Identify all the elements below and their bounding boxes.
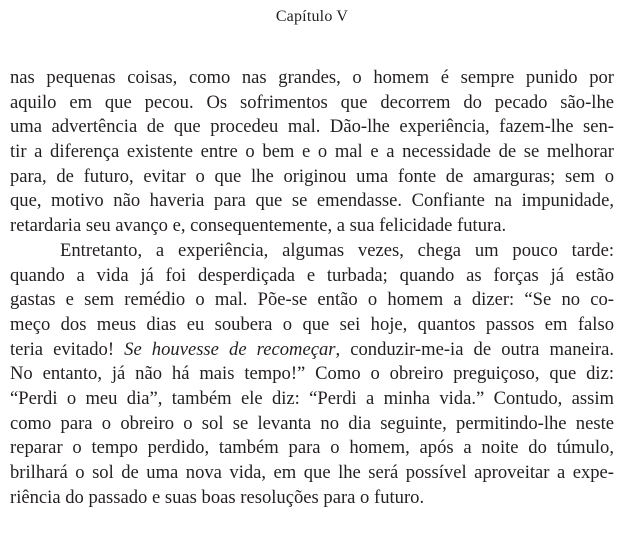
text-line bbox=[10, 165, 614, 190]
text-segment: para, de futuro, evitar o que lhe originou uma fonte de amarguras; sem o bbox=[10, 165, 614, 187]
text-segment: meço dos meus dias eu soubera o que sei hoje, quantos passos em falso bbox=[10, 313, 614, 335]
text-line bbox=[10, 387, 614, 412]
text-line bbox=[10, 115, 614, 140]
paragraph bbox=[10, 239, 614, 511]
text-segment: brilhará o sol de uma nova vida, em que lhe será possível aproveitar a expe- bbox=[10, 462, 614, 483]
text-segment: teria evitado! bbox=[10, 338, 125, 360]
text-segment: gastas e sem remédio o mal. Põe-se então o homem a dizer: “Se no co- bbox=[10, 289, 614, 311]
text-segment: nas pequenas coisas, como nas grandes, o homem é sempre punido por bbox=[10, 67, 614, 88]
text-segment: reparar o tempo perdido, também para o homem, após a noite do túmulo, bbox=[10, 437, 614, 459]
text-segment: No entanto, já não há mais tempo!” Como o obreiro preguiçoso, que diz: bbox=[10, 363, 614, 385]
text-line bbox=[10, 239, 614, 264]
paragraph bbox=[10, 66, 614, 239]
text-line bbox=[10, 313, 614, 338]
italic-phrase: Se houvesse de recomeçar bbox=[124, 338, 336, 360]
text-segment: quando a vida já foi desperdiçada e turbada; quando as forças já estão bbox=[10, 264, 614, 286]
text-segment: Entretanto, a experiência, algumas vezes, chega um pouco tarde: bbox=[60, 239, 614, 261]
text-line bbox=[10, 140, 614, 165]
text-segment: que, motivo não haveria para que se emendasse. Confiante na impunidade, bbox=[10, 190, 614, 212]
text-line bbox=[10, 486, 614, 511]
text-segment: “Perdi o meu dia”, também ele diz: “Perdi a minha vida.” Contudo, assim bbox=[10, 387, 614, 409]
text-segment: , conduzir-me-ia de outra maneira. bbox=[335, 338, 615, 360]
text-segment: aquilo em que pecou. Os sofrimentos que decorrem do pecado são-lhe bbox=[10, 91, 614, 113]
text-line bbox=[10, 66, 614, 91]
body-text bbox=[10, 66, 614, 510]
text-segment: tir a diferença existente entre o bem e o mal e a necessidade de se melhorar bbox=[10, 141, 614, 163]
text-line bbox=[10, 91, 614, 116]
text-segment: como para o obreiro o sol se levanta no dia seguinte, permitindo-lhe neste bbox=[10, 412, 614, 434]
text-segment: uma advertência de que procedeu mal. Dão-lhe experiência, fazem-lhe sen- bbox=[10, 116, 614, 138]
text-segment: retardaria seu avanço e, consequentemente, a sua felicidade futura. bbox=[10, 215, 507, 237]
text-line bbox=[10, 461, 614, 486]
text-line bbox=[10, 362, 614, 387]
text-segment: riência do passado e suas boas resoluções para o futuro. bbox=[10, 486, 425, 508]
text-line bbox=[10, 288, 614, 313]
text-line bbox=[10, 214, 614, 239]
text-line bbox=[10, 189, 614, 214]
text-line bbox=[10, 338, 614, 363]
chapter-header: Capítulo V bbox=[275, 8, 349, 25]
text-line bbox=[10, 412, 614, 437]
text-line bbox=[10, 264, 614, 289]
text-line bbox=[10, 436, 614, 461]
